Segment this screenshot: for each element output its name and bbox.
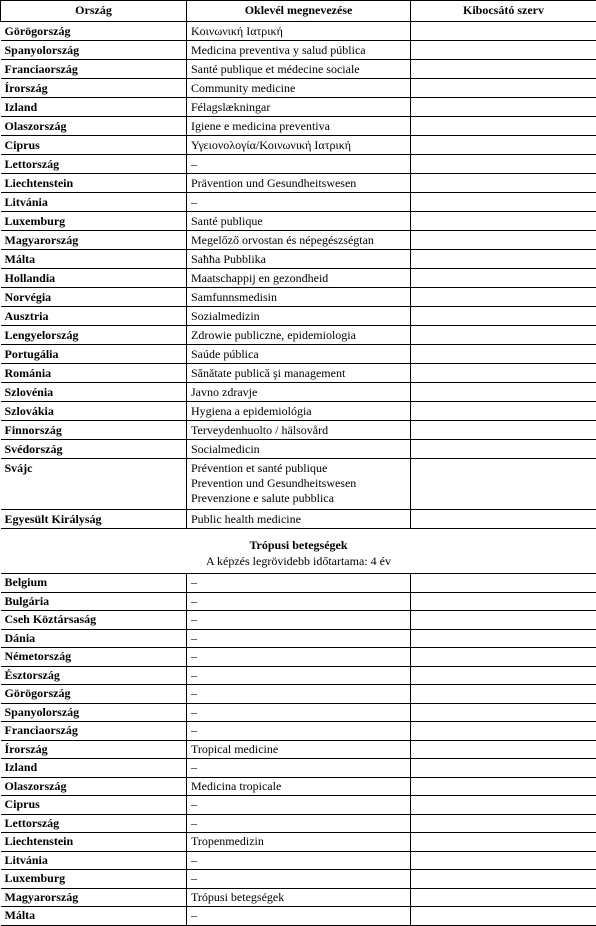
issuer-cell: [411, 759, 596, 778]
issuer-cell: [411, 574, 596, 593]
table-row: [1, 326, 596, 345]
issuer-cell: [411, 98, 596, 117]
issuer-cell: [411, 136, 596, 155]
country-cell: Olaszország: [1, 117, 187, 136]
table-row: [1, 212, 596, 231]
issuer-cell: [411, 364, 596, 383]
diploma-cell: Samfunnsmedisin: [187, 288, 411, 307]
table-row: [1, 740, 596, 759]
table-row: [1, 870, 596, 889]
diploma-cell: Medicina tropicale: [187, 777, 411, 796]
section-title: Trópusi betegségek: [5, 537, 593, 553]
issuer-cell: [411, 212, 596, 231]
table-row: [1, 574, 596, 593]
issuer-cell: [411, 79, 596, 98]
header-country: Ország: [1, 1, 187, 22]
section-subtitle: A képzés legrövidebb időtartama: 4 év: [5, 553, 593, 569]
country-cell: Magyarország: [1, 231, 187, 250]
country-cell: Liechtenstein: [1, 174, 187, 193]
country-cell: Belgium: [1, 574, 187, 593]
country-cell: Izland: [1, 759, 187, 778]
table-row: [1, 250, 596, 269]
diploma-cell: Hygiena a epidemiológia: [187, 402, 411, 421]
diploma-cell: Κοινωνική Ιατρική: [187, 22, 411, 41]
diploma-cell: Sozialmedizin: [187, 307, 411, 326]
issuer-cell: [411, 345, 596, 364]
table-row: [1, 60, 596, 79]
country-cell: Németország: [1, 648, 187, 667]
country-cell: Litvánia: [1, 851, 187, 870]
country-cell: Észtország: [1, 666, 187, 685]
country-cell: Luxemburg: [1, 870, 187, 889]
table-row: [1, 459, 596, 510]
table-row: [1, 136, 596, 155]
diploma-cell: –: [187, 574, 411, 593]
issuer-cell: [411, 870, 596, 889]
issuer-cell: [411, 833, 596, 852]
diploma-cell: –: [187, 796, 411, 815]
country-cell: Málta: [1, 907, 187, 926]
table-body-tropical: [1, 574, 596, 926]
table-row: [1, 907, 596, 926]
issuer-cell: [411, 777, 596, 796]
issuer-cell: [411, 326, 596, 345]
header-row: [1, 1, 596, 22]
diploma-cell: Tropenmedizin: [187, 833, 411, 852]
diploma-cell: Zdrowie publiczne, epidemiologia: [187, 326, 411, 345]
table-row: [1, 796, 596, 815]
table-row: [1, 193, 596, 212]
table-row: [1, 851, 596, 870]
table-row: [1, 307, 596, 326]
diploma-cell: Santé publique et médecine sociale: [187, 60, 411, 79]
table-row: [1, 722, 596, 741]
diploma-cell: Igiene e medicina preventiva: [187, 117, 411, 136]
country-cell: Franciaország: [1, 722, 187, 741]
country-cell: Ciprus: [1, 796, 187, 815]
diploma-cell: –: [187, 907, 411, 926]
country-cell: Ciprus: [1, 136, 187, 155]
table-row: [1, 510, 596, 529]
table-row: [1, 648, 596, 667]
issuer-cell: [411, 851, 596, 870]
diploma-cell: Medicina preventiva y salud pública: [187, 41, 411, 60]
issuer-cell: [411, 459, 596, 510]
issuer-cell: [411, 250, 596, 269]
table-row: [1, 269, 596, 288]
issuer-cell: [411, 117, 596, 136]
table-row: [1, 288, 596, 307]
country-cell: Ausztria: [1, 307, 187, 326]
table-row: [1, 629, 596, 648]
issuer-cell: [411, 383, 596, 402]
table-row: [1, 777, 596, 796]
country-cell: Olaszország: [1, 777, 187, 796]
diploma-cell: Saħħa Pubblika: [187, 250, 411, 269]
issuer-cell: [411, 288, 596, 307]
diploma-cell: Félagslækningar: [187, 98, 411, 117]
issuer-cell: [411, 193, 596, 212]
country-cell: Svájc: [1, 459, 187, 510]
diploma-cell: Sănătate publică şi management: [187, 364, 411, 383]
diploma-cell: –: [187, 759, 411, 778]
issuer-cell: [411, 888, 596, 907]
country-cell: Lettország: [1, 155, 187, 174]
country-cell: Svédország: [1, 440, 187, 459]
country-cell: Litvánia: [1, 193, 187, 212]
diploma-cell: Public health medicine: [187, 510, 411, 529]
issuer-cell: [411, 703, 596, 722]
diploma-cell: Santé publique: [187, 212, 411, 231]
table-row: [1, 402, 596, 421]
issuer-cell: [411, 22, 596, 41]
issuer-cell: [411, 629, 596, 648]
issuer-cell: [411, 740, 596, 759]
country-cell: Románia: [1, 364, 187, 383]
diploma-cell: Tropical medicine: [187, 740, 411, 759]
table-row: [1, 364, 596, 383]
diploma-cell: Socialmedicin: [187, 440, 411, 459]
issuer-cell: [411, 155, 596, 174]
diploma-cell: –: [187, 685, 411, 704]
table-row: [1, 592, 596, 611]
country-cell: Spanyolország: [1, 703, 187, 722]
issuer-cell: [411, 796, 596, 815]
country-cell: Portugália: [1, 345, 187, 364]
issuer-cell: [411, 510, 596, 529]
diploma-cell: –: [187, 851, 411, 870]
diploma-cell: Megelőző orvostan és népegészségtan: [187, 231, 411, 250]
diploma-cell: –: [187, 629, 411, 648]
country-cell: Dánia: [1, 629, 187, 648]
table-row: [1, 814, 596, 833]
diploma-cell: –: [187, 722, 411, 741]
diploma-cell: –: [187, 648, 411, 667]
diploma-cell: Maatschappij en gezondheid: [187, 269, 411, 288]
table-row: [1, 345, 596, 364]
diploma-cell: Υγειονολογία/Κοινωνική Ιατρική: [187, 136, 411, 155]
country-cell: Magyarország: [1, 888, 187, 907]
table-row: [1, 117, 596, 136]
issuer-cell: [411, 814, 596, 833]
country-cell: Norvégia: [1, 288, 187, 307]
table-row: [1, 421, 596, 440]
country-cell: Lettország: [1, 814, 187, 833]
table-row: [1, 666, 596, 685]
issuer-cell: [411, 440, 596, 459]
issuer-cell: [411, 231, 596, 250]
issuer-cell: [411, 611, 596, 630]
country-cell: Szlovákia: [1, 402, 187, 421]
section-heading-row: [1, 529, 596, 574]
diploma-cell: Prävention und Gesundheitswesen: [187, 174, 411, 193]
issuer-cell: [411, 722, 596, 741]
diploma-line: Prevenzione e salute pubblica: [191, 491, 406, 506]
table-row: [1, 703, 596, 722]
header-issuer: Kibocsátó szerv: [411, 1, 596, 22]
country-cell: Finnország: [1, 421, 187, 440]
table-row: [1, 833, 596, 852]
country-cell: Lengyelország: [1, 326, 187, 345]
country-cell: Bulgária: [1, 592, 187, 611]
issuer-cell: [411, 648, 596, 667]
country-cell: Egyesült Királyság: [1, 510, 187, 529]
diploma-cell: Saúde pública: [187, 345, 411, 364]
diploma-line: Prévention et santé publique: [191, 461, 406, 476]
diploma-cell: [187, 459, 411, 510]
diploma-cell: –: [187, 193, 411, 212]
country-cell: Cseh Köztársaság: [1, 611, 187, 630]
issuer-cell: [411, 41, 596, 60]
country-cell: Írország: [1, 79, 187, 98]
header-diploma: Oklevél megnevezése: [187, 1, 411, 22]
table-body-switzerland: [1, 459, 596, 574]
country-cell: Spanyolország: [1, 41, 187, 60]
table-row: [1, 231, 596, 250]
table-body-public-health: [1, 22, 596, 459]
table-row: [1, 174, 596, 193]
table-row: [1, 22, 596, 41]
section-heading: [1, 529, 596, 574]
issuer-cell: [411, 174, 596, 193]
country-cell: Görögország: [1, 22, 187, 41]
diploma-cell: Community medicine: [187, 79, 411, 98]
issuer-cell: [411, 307, 596, 326]
diploma-cell: Terveydenhuolto / hälsovård: [187, 421, 411, 440]
issuer-cell: [411, 907, 596, 926]
table-row: [1, 41, 596, 60]
country-cell: Hollandia: [1, 269, 187, 288]
country-cell: Luxemburg: [1, 212, 187, 231]
diploma-line: Prevention und Gesundheitswesen: [191, 476, 406, 491]
table-row: [1, 155, 596, 174]
diploma-cell: –: [187, 870, 411, 889]
diploma-cell: –: [187, 814, 411, 833]
issuer-cell: [411, 685, 596, 704]
issuer-cell: [411, 666, 596, 685]
country-cell: Franciaország: [1, 60, 187, 79]
issuer-cell: [411, 592, 596, 611]
issuer-cell: [411, 60, 596, 79]
issuer-cell: [411, 421, 596, 440]
country-cell: Írország: [1, 740, 187, 759]
diploma-cell: –: [187, 703, 411, 722]
diploma-cell: –: [187, 155, 411, 174]
table-row: [1, 888, 596, 907]
table-row: [1, 383, 596, 402]
table-row: [1, 98, 596, 117]
issuer-cell: [411, 402, 596, 421]
table-row: [1, 759, 596, 778]
diploma-cell: Trópusi betegségek: [187, 888, 411, 907]
diploma-cell: Javno zdravje: [187, 383, 411, 402]
table-row: [1, 685, 596, 704]
country-cell: Görögország: [1, 685, 187, 704]
country-cell: Szlovénia: [1, 383, 187, 402]
table-row: [1, 611, 596, 630]
country-cell: Liechtenstein: [1, 833, 187, 852]
country-cell: Málta: [1, 250, 187, 269]
diploma-cell: –: [187, 666, 411, 685]
table-row: [1, 79, 596, 98]
country-cell: Izland: [1, 98, 187, 117]
issuer-cell: [411, 269, 596, 288]
diploma-cell: –: [187, 592, 411, 611]
diploma-cell: –: [187, 611, 411, 630]
table-row: [1, 440, 596, 459]
